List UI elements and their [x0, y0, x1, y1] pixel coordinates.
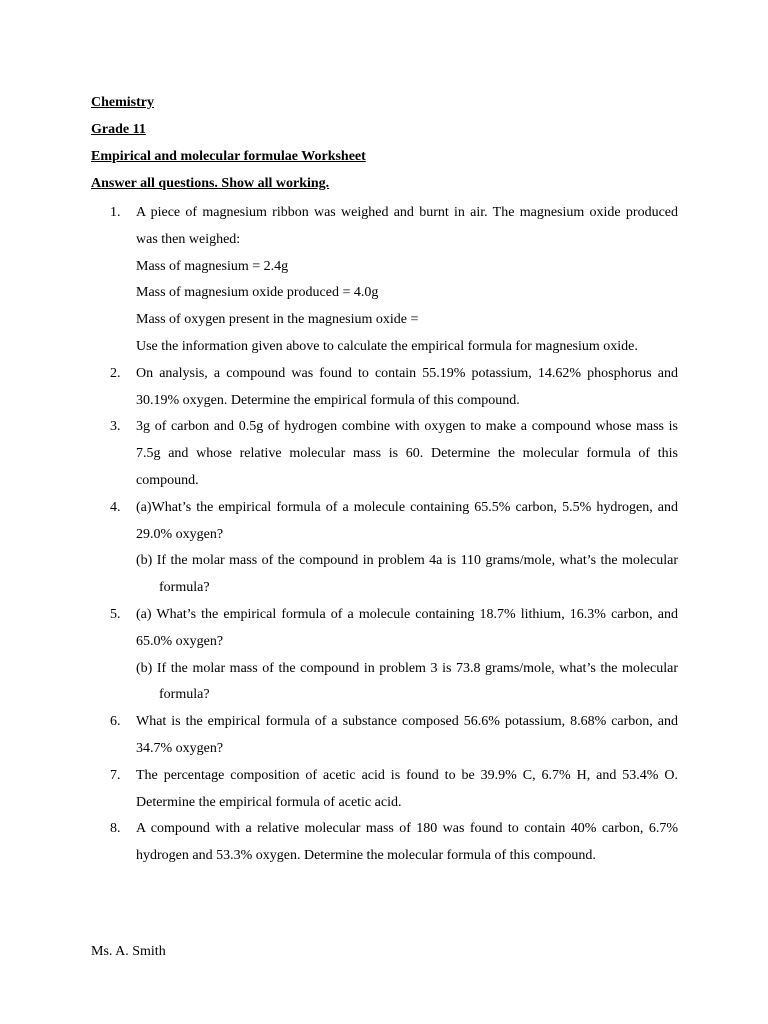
question-number: 5.	[110, 606, 121, 622]
question-number: 6.	[110, 714, 121, 730]
question-text: Use the information given above to calculate the empirical formula for magnesium oxide.	[136, 338, 638, 354]
question-6	[110, 709, 678, 763]
question-number: 7.	[110, 767, 121, 783]
question-part-a: (a) What’s the empirical formula of a molecule containing 18.7% lithium, 16.3% carbon, and 65.0% oxygen?	[136, 606, 678, 649]
question-text: Mass of oxygen present in the magnesium oxide =	[136, 312, 419, 328]
question-text: A piece of magnesium ribbon was weighed and burnt in air. The magnesium oxide produced was then weighed:	[136, 205, 678, 247]
question-1	[110, 200, 678, 361]
grade-heading: Grade 11	[91, 122, 146, 137]
question-8	[110, 816, 678, 870]
question-number: 8.	[110, 821, 121, 837]
question-number: 4.	[110, 499, 121, 515]
question-5	[110, 602, 678, 709]
question-4	[110, 495, 678, 602]
question-text: Mass of magnesium = 2.4g	[136, 258, 289, 274]
question-part-b: (b) If the molar mass of the compound in problem 4a is 110 grams/mole, what’s the molecular formula?	[136, 553, 678, 596]
instructions-heading: Answer all questions. Show all working.	[91, 176, 330, 191]
question-text: Mass of magnesium oxide produced = 4.0g	[136, 285, 379, 301]
question-text: A compound with a relative molecular mass of 180 was found to contain 40% carbon, 6.7% hydrogen and 53.3% oxygen. Determine the molecular formula of this compound.	[136, 821, 678, 864]
question-text: The percentage composition of acetic acid is found to be 39.9% C, 6.7% H, and 53.4% O. Determine the empirical formula of acetic acid.	[136, 767, 678, 810]
question-text: What is the empirical formula of a substance composed 56.6% potassium, 8.68% carbon, and 34.7% oxygen?	[136, 714, 678, 756]
question-3	[110, 414, 678, 494]
question-text: On analysis, a compound was found to contain 55.19% potassium, 14.62% phosphorus and 30.19% oxygen. Determine the empirical formula of this compound.	[136, 365, 678, 408]
question-list	[110, 200, 678, 870]
question-text: 3g of carbon and 0.5g of hydrogen combine with oxygen to make a compound whose mass is 7.5g and whose relative molecular mass is 60. Determine the molecular formula of this compound.	[136, 419, 678, 488]
question-number: 3.	[110, 419, 121, 435]
question-part-b: (b) If the molar mass of the compound in problem 3 is 73.8 grams/mole, what’s the molecular formula?	[136, 660, 678, 703]
question-2	[110, 361, 678, 415]
worksheet-title: Empirical and molecular formulae Worksheet	[91, 149, 366, 164]
question-part-a: (a)What’s the empirical formula of a molecule containing 65.5% carbon, 5.5% hydrogen, and 29.0% oxygen?	[136, 499, 678, 542]
question-number: 2.	[110, 365, 121, 381]
author-footer: Ms. A. Smith	[91, 944, 166, 959]
subject-heading: Chemistry	[91, 95, 154, 110]
question-number: 1.	[110, 205, 121, 220]
question-7	[110, 763, 678, 817]
